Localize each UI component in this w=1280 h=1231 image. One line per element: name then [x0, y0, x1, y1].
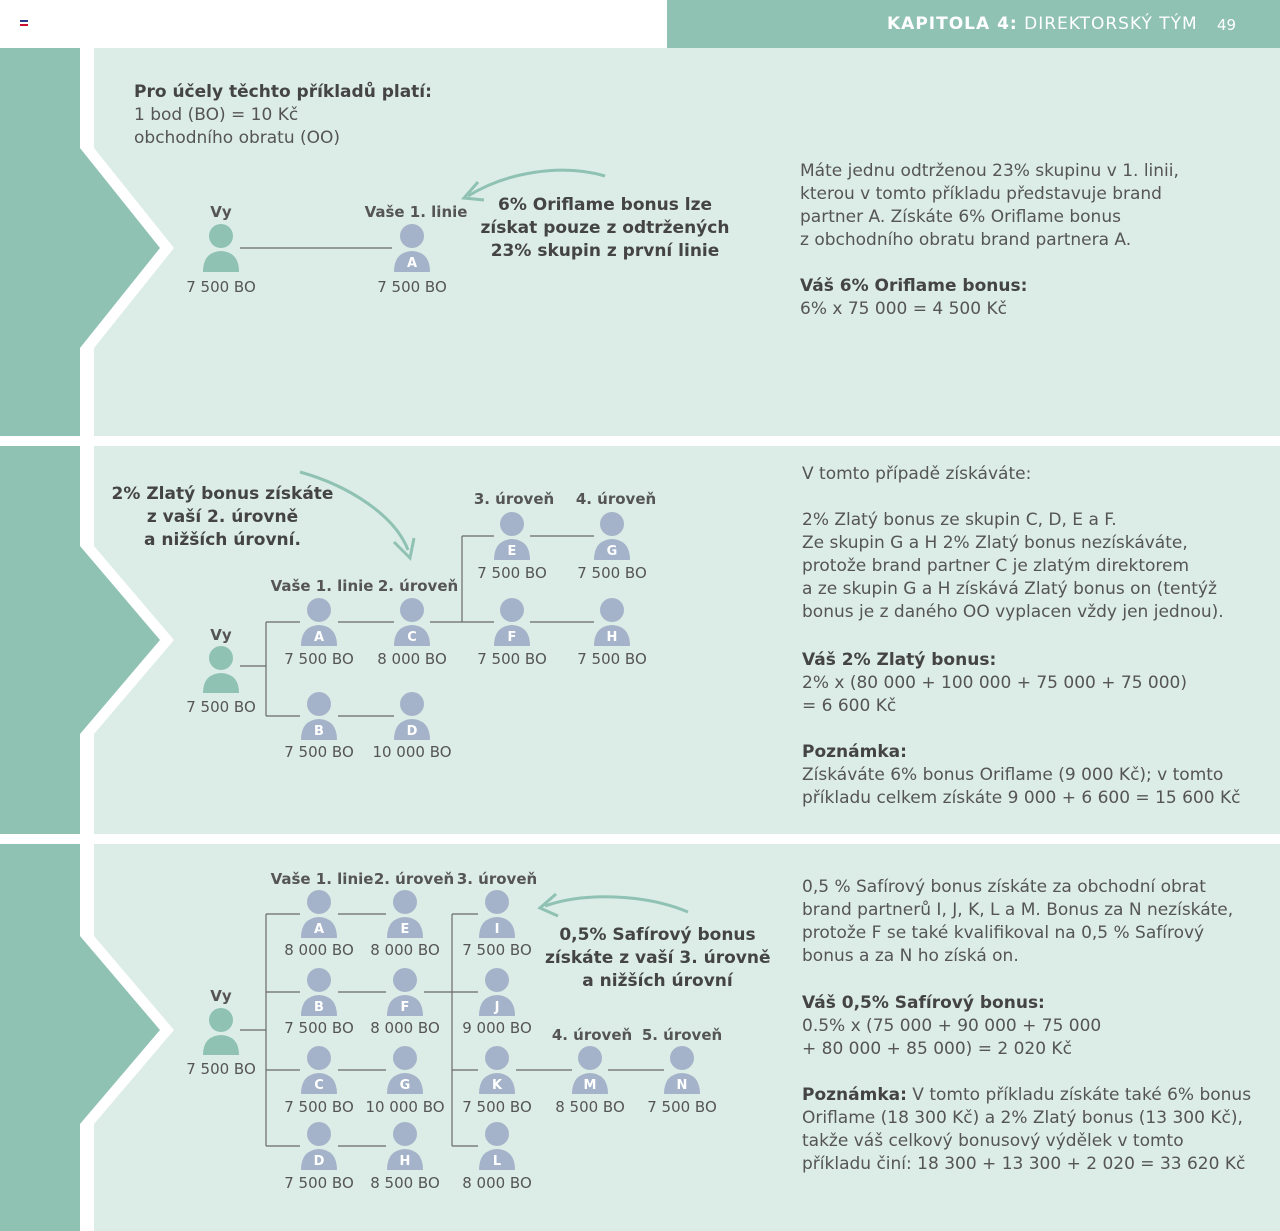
description-line: bonus je z daného OO vyplacen vždy jen jednou).: [802, 602, 1224, 622]
person-h-icon: [387, 1122, 423, 1170]
node-c-bo: 8 000 BO: [377, 650, 447, 668]
person-letter: F: [400, 1000, 410, 1015]
description-line: partner A. Získáte 6% Oriflame bonus: [800, 207, 1121, 227]
level-2-label: 2. úroveň: [377, 577, 459, 595]
node-h-bo: 7 500 BO: [577, 650, 647, 668]
note-first-text: V tomto příkladu získáte také 6% bonus: [906, 1085, 1252, 1105]
note-title: Poznámka:: [802, 742, 907, 762]
person-you-icon: [203, 646, 239, 693]
person-letter: G: [606, 544, 618, 559]
you-label: Vy: [210, 987, 232, 1005]
note-line: Získáváte 6% bonus Oriflame (9 000 Kč); v tomto: [802, 765, 1224, 785]
person-letter: A: [313, 630, 325, 645]
node-g-bo: 10 000 BO: [365, 1098, 445, 1116]
result-line: + 80 000 + 85 000) = 2 020 Kč: [802, 1039, 1072, 1059]
person-letter: B: [314, 1000, 324, 1015]
person-letter: E: [507, 544, 517, 559]
node-a-bo: 8 000 BO: [284, 941, 354, 959]
person-n-icon: [664, 1046, 700, 1094]
result-line: = 6 600 Kč: [802, 696, 897, 716]
person-letter: N: [676, 1078, 688, 1093]
level-3-label: 3. úroveň: [473, 490, 555, 508]
node-l-bo: 8 000 BO: [462, 1174, 532, 1192]
note-lines: [802, 764, 1240, 810]
description-line: bonus a za N ho získá on.: [802, 946, 1019, 966]
description-line: Ze skupin G a H 2% Zlatý bonus nezískáváte,: [802, 533, 1188, 553]
person-c-icon: [394, 598, 430, 646]
node-e-bo: 8 000 BO: [370, 941, 440, 959]
node-f-bo: 8 000 BO: [370, 1019, 440, 1037]
person-you-icon: [203, 224, 239, 272]
level-4-label: 4. úroveň: [575, 490, 657, 508]
callout-text: [100, 483, 345, 552]
callout-line: a nižších úrovní: [582, 971, 733, 991]
chapter-label: KAPITOLA 4:: [887, 14, 1018, 34]
intro-line-2: obchodního obratu (OO): [134, 128, 341, 148]
intro-line-1: 1 bod (BO) = 10 Kč: [134, 105, 299, 125]
person-k-icon: [479, 1046, 515, 1094]
person-l-icon: [479, 1122, 515, 1170]
panel-2-nodes: [301, 512, 630, 740]
callout-line: a nižších úrovní.: [144, 530, 301, 550]
node-f-bo: 7 500 BO: [477, 650, 547, 668]
person-letter: L: [492, 1154, 502, 1169]
person-letter: B: [314, 724, 324, 739]
person-letter: H: [606, 630, 618, 645]
person-letter: J: [494, 1000, 500, 1015]
person-m-icon: [572, 1046, 608, 1094]
level-1-label: Vaše 1. linie: [270, 577, 374, 595]
person-e-icon: [387, 890, 423, 938]
person-e-icon: [494, 512, 530, 560]
result-lines: [802, 672, 1187, 718]
callout-text: [480, 194, 730, 263]
description-line: 2% Zlatý bonus ze skupin C, D, E a F.: [802, 510, 1117, 530]
node-i-bo: 7 500 BO: [462, 941, 532, 959]
callout-line: 0,5% Safírový bonus: [559, 925, 756, 945]
description-line: Máte jednu odtrženou 23% skupinu v 1. linii,: [800, 161, 1179, 181]
chapter-title: [887, 14, 1198, 34]
person-letter: M: [583, 1078, 597, 1093]
callout-line: získáte z vaší 3. úrovně: [545, 948, 771, 968]
example-panel-3: [0, 844, 1280, 1231]
level-1-label: Vaše 1. linie: [364, 203, 468, 221]
result-title: Váš 0,5% Safírový bonus:: [802, 993, 1045, 1013]
callout-line: 2% Zlatý bonus získáte: [111, 484, 334, 504]
intro-text: V tomto případě získáváte:: [802, 464, 1032, 484]
description-line: protože brand partner C je zlatým direktorem: [802, 556, 1190, 576]
a-bo: 7 500 BO: [377, 278, 447, 296]
result-line: 2% x (80 000 + 100 000 + 75 000 + 75 000): [802, 673, 1188, 693]
person-letter: E: [400, 922, 410, 937]
description-line: z obchodního obratu brand partnera A.: [800, 230, 1132, 250]
description: [802, 509, 1224, 624]
example-panel-1: [0, 48, 1280, 436]
page-number: 49: [1217, 16, 1237, 34]
node-b-bo: 7 500 BO: [284, 743, 354, 761]
chapter-header: [667, 0, 1280, 48]
person-d-icon: [301, 1122, 337, 1170]
node-e-bo: 7 500 BO: [477, 564, 547, 582]
level-2-label: 2. úroveň: [373, 870, 455, 888]
description: [802, 876, 1233, 968]
you-bo: 7 500 BO: [186, 1060, 256, 1078]
person-letter: A: [406, 256, 418, 271]
note-line: Oriflame (18 300 Kč) a 2% Zlatý bonus (13 300 Kč),: [802, 1108, 1243, 1128]
result-value: 6% x 75 000 = 4 500 Kč: [800, 299, 1007, 319]
callout-arrow: [468, 170, 605, 196]
note-title: Poznámka:: [802, 1085, 907, 1105]
callout-line: získat pouze z odtržených: [480, 218, 730, 238]
note: [802, 1084, 1251, 1176]
description-line: kterou v tomto příkladu představuje brand: [800, 184, 1162, 204]
person-letter: D: [313, 1154, 325, 1169]
person-i-icon: [479, 890, 515, 938]
callout-line: z vaší 2. úrovně: [146, 507, 299, 527]
callout-line: 6% Oriflame bonus lze: [497, 195, 713, 215]
person-j-icon: [479, 968, 515, 1016]
result-title: Váš 6% Oriflame bonus:: [800, 276, 1028, 296]
node-g-bo: 7 500 BO: [577, 564, 647, 582]
node-m-bo: 8 500 BO: [555, 1098, 625, 1116]
note-line: příkladu celkem získáte 9 000 + 6 600 = 15 600 Kč: [802, 788, 1241, 808]
person-g-icon: [387, 1046, 423, 1094]
level-3-label: 3. úroveň: [456, 870, 538, 888]
person-f-icon: [387, 968, 423, 1016]
language-flag-icon: [20, 20, 28, 26]
node-h-bo: 8 500 BO: [370, 1174, 440, 1192]
result-lines: [802, 1015, 1101, 1061]
level-5-label: 5. úroveň: [641, 1026, 723, 1044]
description: [800, 160, 1179, 252]
chapter-name: DIREKTORSKÝ TÝM: [1024, 14, 1198, 34]
person-b-icon: [301, 968, 337, 1016]
note-line: příkladu činí: 18 300 + 13 300 + 2 020 = 33 620 Kč: [802, 1154, 1246, 1174]
person-c-icon: [301, 1046, 337, 1094]
person-a-icon: [301, 890, 337, 938]
callout-line: 23% skupin z první linie: [490, 241, 720, 261]
person-a-icon: [394, 224, 430, 272]
person-letter: C: [407, 630, 417, 645]
callout-text: [545, 924, 770, 993]
node-c-bo: 7 500 BO: [284, 1098, 354, 1116]
description-line: 0,5 % Safírový bonus získáte za obchodní obrat: [802, 877, 1206, 897]
level-1-label: Vaše 1. linie: [270, 870, 374, 888]
node-k-bo: 7 500 BO: [462, 1098, 532, 1116]
you-label: Vy: [210, 203, 232, 221]
node-a-bo: 7 500 BO: [284, 650, 354, 668]
node-j-bo: 9 000 BO: [462, 1019, 532, 1037]
node-d-bo: 10 000 BO: [372, 743, 452, 761]
person-h-icon: [594, 598, 630, 646]
node-b-bo: 7 500 BO: [284, 1019, 354, 1037]
level-4-label: 4. úroveň: [551, 1026, 633, 1044]
person-letter: F: [507, 630, 517, 645]
person-letter: I: [494, 922, 500, 937]
person-letter: D: [406, 724, 418, 739]
result-title: Váš 2% Zlatý bonus:: [802, 650, 997, 670]
person-letter: A: [313, 922, 325, 937]
you-bo: 7 500 BO: [186, 698, 256, 716]
result-line: 0.5% x (75 000 + 90 000 + 75 000: [802, 1016, 1102, 1036]
person-letter: G: [399, 1078, 411, 1093]
person-a-icon: [301, 598, 337, 646]
node-n-bo: 7 500 BO: [647, 1098, 717, 1116]
person-letter: H: [399, 1154, 411, 1169]
note-first-line: [802, 1084, 1251, 1107]
person-letter: K: [491, 1078, 503, 1093]
you-label: Vy: [210, 626, 232, 644]
example-panel-2: [0, 446, 1280, 834]
description-line: a ze skupin G a H získává Zlatý bonus on (tentýž: [802, 579, 1217, 599]
note-line: takže váš celkový bonusový výdělek v tomto: [802, 1131, 1184, 1151]
you-bo: 7 500 BO: [186, 278, 256, 296]
person-d-icon: [394, 692, 430, 740]
person-b-icon: [301, 692, 337, 740]
intro-title: Pro účely těchto příkladů platí:: [134, 82, 432, 102]
person-letter: C: [314, 1078, 324, 1093]
person-f-icon: [494, 598, 530, 646]
description-line: protože F se také kvalifikoval na 0,5 % Safírový: [802, 923, 1205, 943]
person-g-icon: [594, 512, 630, 560]
person-you-icon: [203, 1008, 239, 1055]
node-d-bo: 7 500 BO: [284, 1174, 354, 1192]
description-line: brand partnerů I, J, K, L a M. Bonus za N nezískáte,: [802, 900, 1234, 920]
callout-arrow: [545, 897, 688, 912]
